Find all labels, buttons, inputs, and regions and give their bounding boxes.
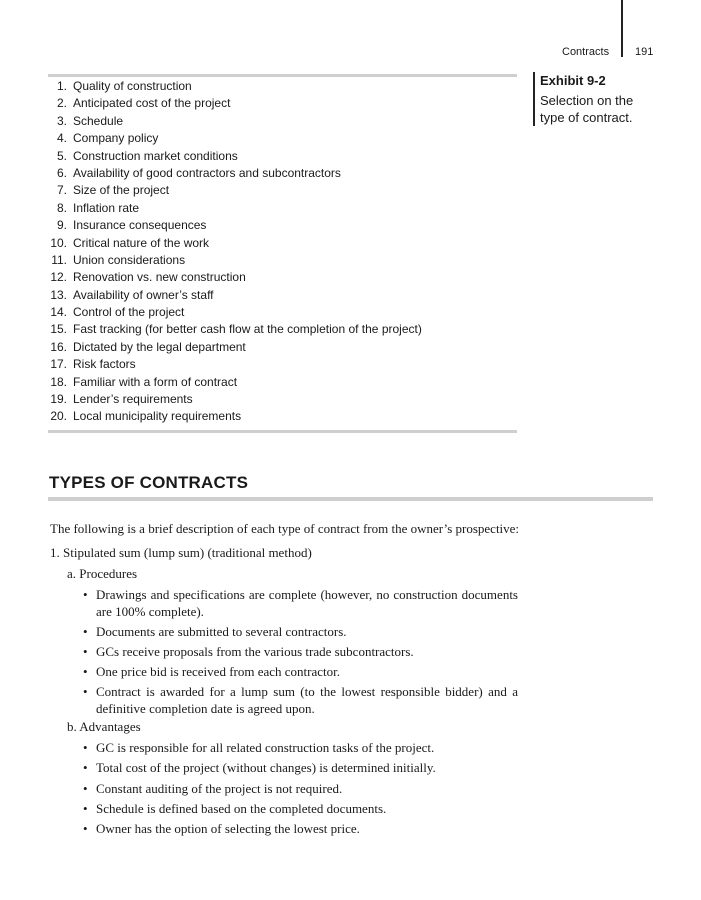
factor-text: Local municipality requirements	[73, 409, 242, 424]
factor-number: 6.	[56, 165, 67, 180]
factor-number: 17.	[50, 357, 67, 372]
factor-text: Dictated by the legal department	[73, 339, 246, 354]
factor-item	[48, 165, 518, 182]
factor-text: Quality of construction	[73, 79, 192, 93]
procedure-bullet	[83, 663, 518, 680]
bullet-glyph: •	[83, 664, 88, 679]
exhibit-caption-line-1: Selection on the	[540, 93, 634, 108]
page-number: 191	[635, 46, 654, 58]
factor-item	[48, 339, 518, 356]
factor-text: Insurance consequences	[73, 218, 207, 233]
bullet-glyph: •	[83, 624, 88, 639]
exhibit-caption-line-2: type of contract.	[540, 110, 633, 125]
bullet-glyph: •	[83, 781, 88, 796]
factor-number: 9.	[56, 218, 67, 233]
factor-text: Anticipated cost of the project	[73, 96, 231, 111]
selection-factors-list	[48, 78, 518, 426]
factor-text: Familiar with a form of contract	[73, 374, 238, 389]
factor-number: 14.	[50, 305, 67, 320]
factor-number: 12.	[50, 270, 67, 285]
exhibit-bottom-rule	[48, 430, 517, 433]
bullet-glyph: •	[83, 801, 88, 816]
advantage-bullet	[83, 739, 518, 756]
factor-item	[48, 391, 518, 408]
bullet-glyph: •	[83, 587, 88, 602]
section-heading: TYPES OF CONTRACTS	[49, 473, 249, 492]
factor-number: 10.	[50, 235, 67, 250]
factor-number: 7.	[56, 183, 67, 198]
factor-number: 2.	[56, 96, 67, 111]
factor-item	[48, 408, 518, 425]
bullet-text: GC is responsible for all related construction tasks of the project.	[96, 740, 435, 755]
bullet-glyph: •	[83, 821, 88, 836]
bullet-text: Constant auditing of the project is not required.	[96, 781, 343, 796]
sublist-item-advantages: b. Advantages	[67, 719, 141, 734]
procedure-bullet	[83, 623, 518, 640]
factor-text: Availability of good contractors and subcontractors	[73, 165, 341, 180]
factor-number: 5.	[56, 148, 67, 163]
factor-text: Size of the project	[73, 183, 170, 198]
factor-item	[48, 287, 518, 304]
bullet-glyph: •	[83, 644, 88, 659]
advantage-bullet	[83, 820, 518, 837]
bullet-text: Drawings and specifications are complete (however, no construction documents are 100% complete).	[96, 587, 518, 619]
factor-number: 16.	[50, 339, 67, 354]
advantage-bullet	[83, 800, 518, 817]
factor-text: Risk factors	[73, 357, 136, 372]
factor-text: Lender’s requirements	[73, 392, 193, 407]
bullet-text: Schedule is defined based on the completed documents.	[96, 801, 387, 816]
bullet-text: One price bid is received from each contractor.	[96, 664, 340, 679]
factor-text: Schedule	[73, 113, 124, 128]
exhibit-label: Exhibit 9-2	[540, 73, 606, 88]
bullet-text: Total cost of the project (without changes) is determined initially.	[96, 760, 436, 775]
factor-item	[48, 235, 518, 252]
bullet-text: Owner has the option of selecting the lowest price.	[96, 821, 360, 836]
factor-text: Renovation vs. new construction	[73, 270, 246, 285]
header-vertical-rule	[621, 0, 623, 57]
factor-number: 8.	[56, 200, 67, 215]
running-head-title: Contracts	[562, 46, 610, 58]
bullet-text: GCs receive proposals from the various trade subcontractors.	[96, 644, 414, 659]
factor-number: 15.	[50, 322, 67, 337]
factor-text: Construction market conditions	[73, 148, 238, 163]
procedure-bullet	[83, 683, 518, 717]
factor-text: Control of the project	[73, 305, 185, 320]
list-item-stipulated-sum: 1. Stipulated sum (lump sum) (traditional method)	[50, 545, 312, 560]
factor-number: 13.	[50, 287, 67, 302]
factor-item	[48, 113, 518, 130]
procedure-bullet	[83, 586, 518, 620]
factor-item	[48, 217, 518, 234]
factor-number: 19.	[50, 392, 67, 407]
factor-item	[48, 374, 518, 391]
factor-number: 18.	[50, 374, 67, 389]
advantage-bullet	[83, 759, 518, 776]
exhibit-top-rule	[48, 74, 517, 77]
procedure-bullet	[83, 643, 518, 660]
sublist-item-procedures: a. Procedures	[67, 566, 138, 581]
factor-number: 20.	[50, 409, 67, 424]
section-heading-rule	[48, 497, 653, 501]
advantage-bullet	[83, 780, 518, 797]
factor-text: Inflation rate	[73, 200, 140, 215]
factor-item	[48, 321, 518, 338]
exhibit-caption	[540, 92, 670, 126]
factor-number: 3.	[56, 113, 67, 128]
factor-item	[48, 200, 518, 217]
factor-number: 4.	[56, 131, 67, 146]
factor-number: 11.	[51, 252, 67, 267]
factor-item	[48, 148, 518, 165]
exhibit-caption-box	[533, 72, 670, 126]
factor-text: Union considerations	[73, 252, 186, 267]
factor-item	[48, 356, 518, 373]
bullet-glyph: •	[83, 740, 88, 755]
bullet-text: Documents are submitted to several contractors.	[96, 624, 347, 639]
factor-item	[48, 182, 518, 199]
factor-item	[48, 78, 518, 95]
factor-text: Availability of owner’s staff	[73, 287, 214, 302]
factor-item	[48, 304, 518, 321]
factor-item	[48, 95, 518, 112]
factor-text: Company policy	[73, 131, 159, 146]
factor-item	[48, 269, 518, 286]
bullet-glyph: •	[83, 684, 88, 699]
factor-item	[48, 252, 518, 269]
factor-item	[48, 130, 518, 147]
factor-number: 1.	[56, 79, 67, 93]
intro-paragraph: The following is a brief description of each type of contract from the owner’s prospective:	[50, 521, 520, 536]
bullet-glyph: •	[83, 760, 88, 775]
bullet-text: Contract is awarded for a lump sum (to the lowest responsible bidder) and a definitive completion date is agreed upon.	[96, 684, 518, 716]
factor-text: Critical nature of the work	[73, 235, 210, 250]
factor-text: Fast tracking (for better cash flow at the completion of the project)	[73, 322, 422, 337]
